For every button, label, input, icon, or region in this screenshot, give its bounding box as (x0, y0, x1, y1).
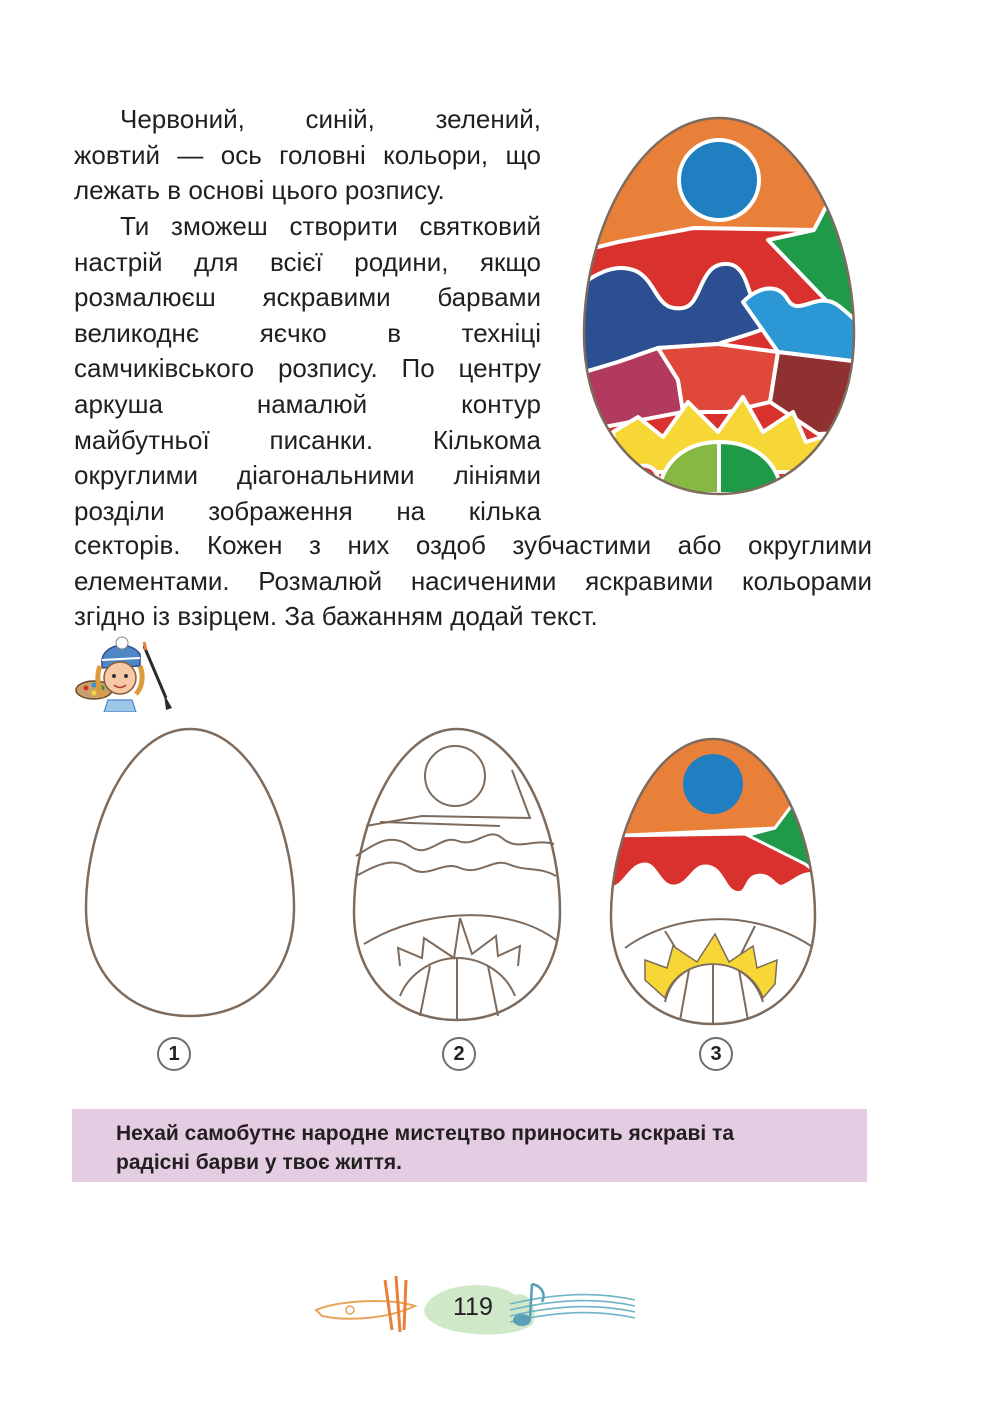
text-line: розмалюєш яскравими барвами (74, 282, 541, 313)
text-line: розділи зображення на кілька (74, 495, 541, 526)
text-line: майбутньої писанки. Кількома (74, 424, 541, 455)
artist-child-mascot-icon (74, 636, 186, 712)
callout-box (72, 1109, 867, 1182)
egg-partially-colored-step-3 (605, 736, 821, 1028)
egg-sketch-step-2 (350, 726, 564, 1024)
text-line: секторів. Кожен з них оздоб зубчастими або округлими (74, 530, 872, 560)
step-number-3: 3 (699, 1037, 733, 1071)
callout-text (116, 1119, 734, 1177)
text-line: великоднє яєчко в техніці (74, 317, 541, 348)
page-number: 119 (453, 1293, 493, 1321)
text-line: згідно із взірцем. За бажанням додай текст. (74, 601, 598, 632)
paragraph-instructions (74, 209, 541, 529)
callout-line-1: Нехай самобутнє народне мистецтво приносить яскраві та (116, 1122, 735, 1145)
text-line: аркуша намалюй контур (74, 388, 541, 419)
text-line: самчиківського розпису. По центру (74, 353, 541, 384)
text-line: жовтий — ось головні кольори, що (74, 139, 541, 170)
callout-line-2: радісні барви у твоє життя. (116, 1151, 402, 1174)
text-line: округлими діагональними лініями (74, 460, 541, 491)
egg-outline-step-1 (80, 726, 300, 1020)
step-number-2: 2 (442, 1037, 476, 1071)
text-line: Ти зможеш створити святковий (120, 211, 541, 241)
paragraph-instructions-continued (74, 528, 872, 635)
text-line: настрій для всієї родини, якщо (74, 246, 541, 277)
text-line: лежать в основі цього розпису. (74, 175, 445, 206)
text-line: Червоний, синій, зелений, (120, 104, 541, 134)
paragraph-intro (74, 102, 541, 209)
painted-egg-illustration (578, 112, 860, 500)
text-line: елементами. Розмалюй насиченими яскравими кольорами (74, 565, 872, 596)
step-number-1: 1 (157, 1037, 191, 1071)
